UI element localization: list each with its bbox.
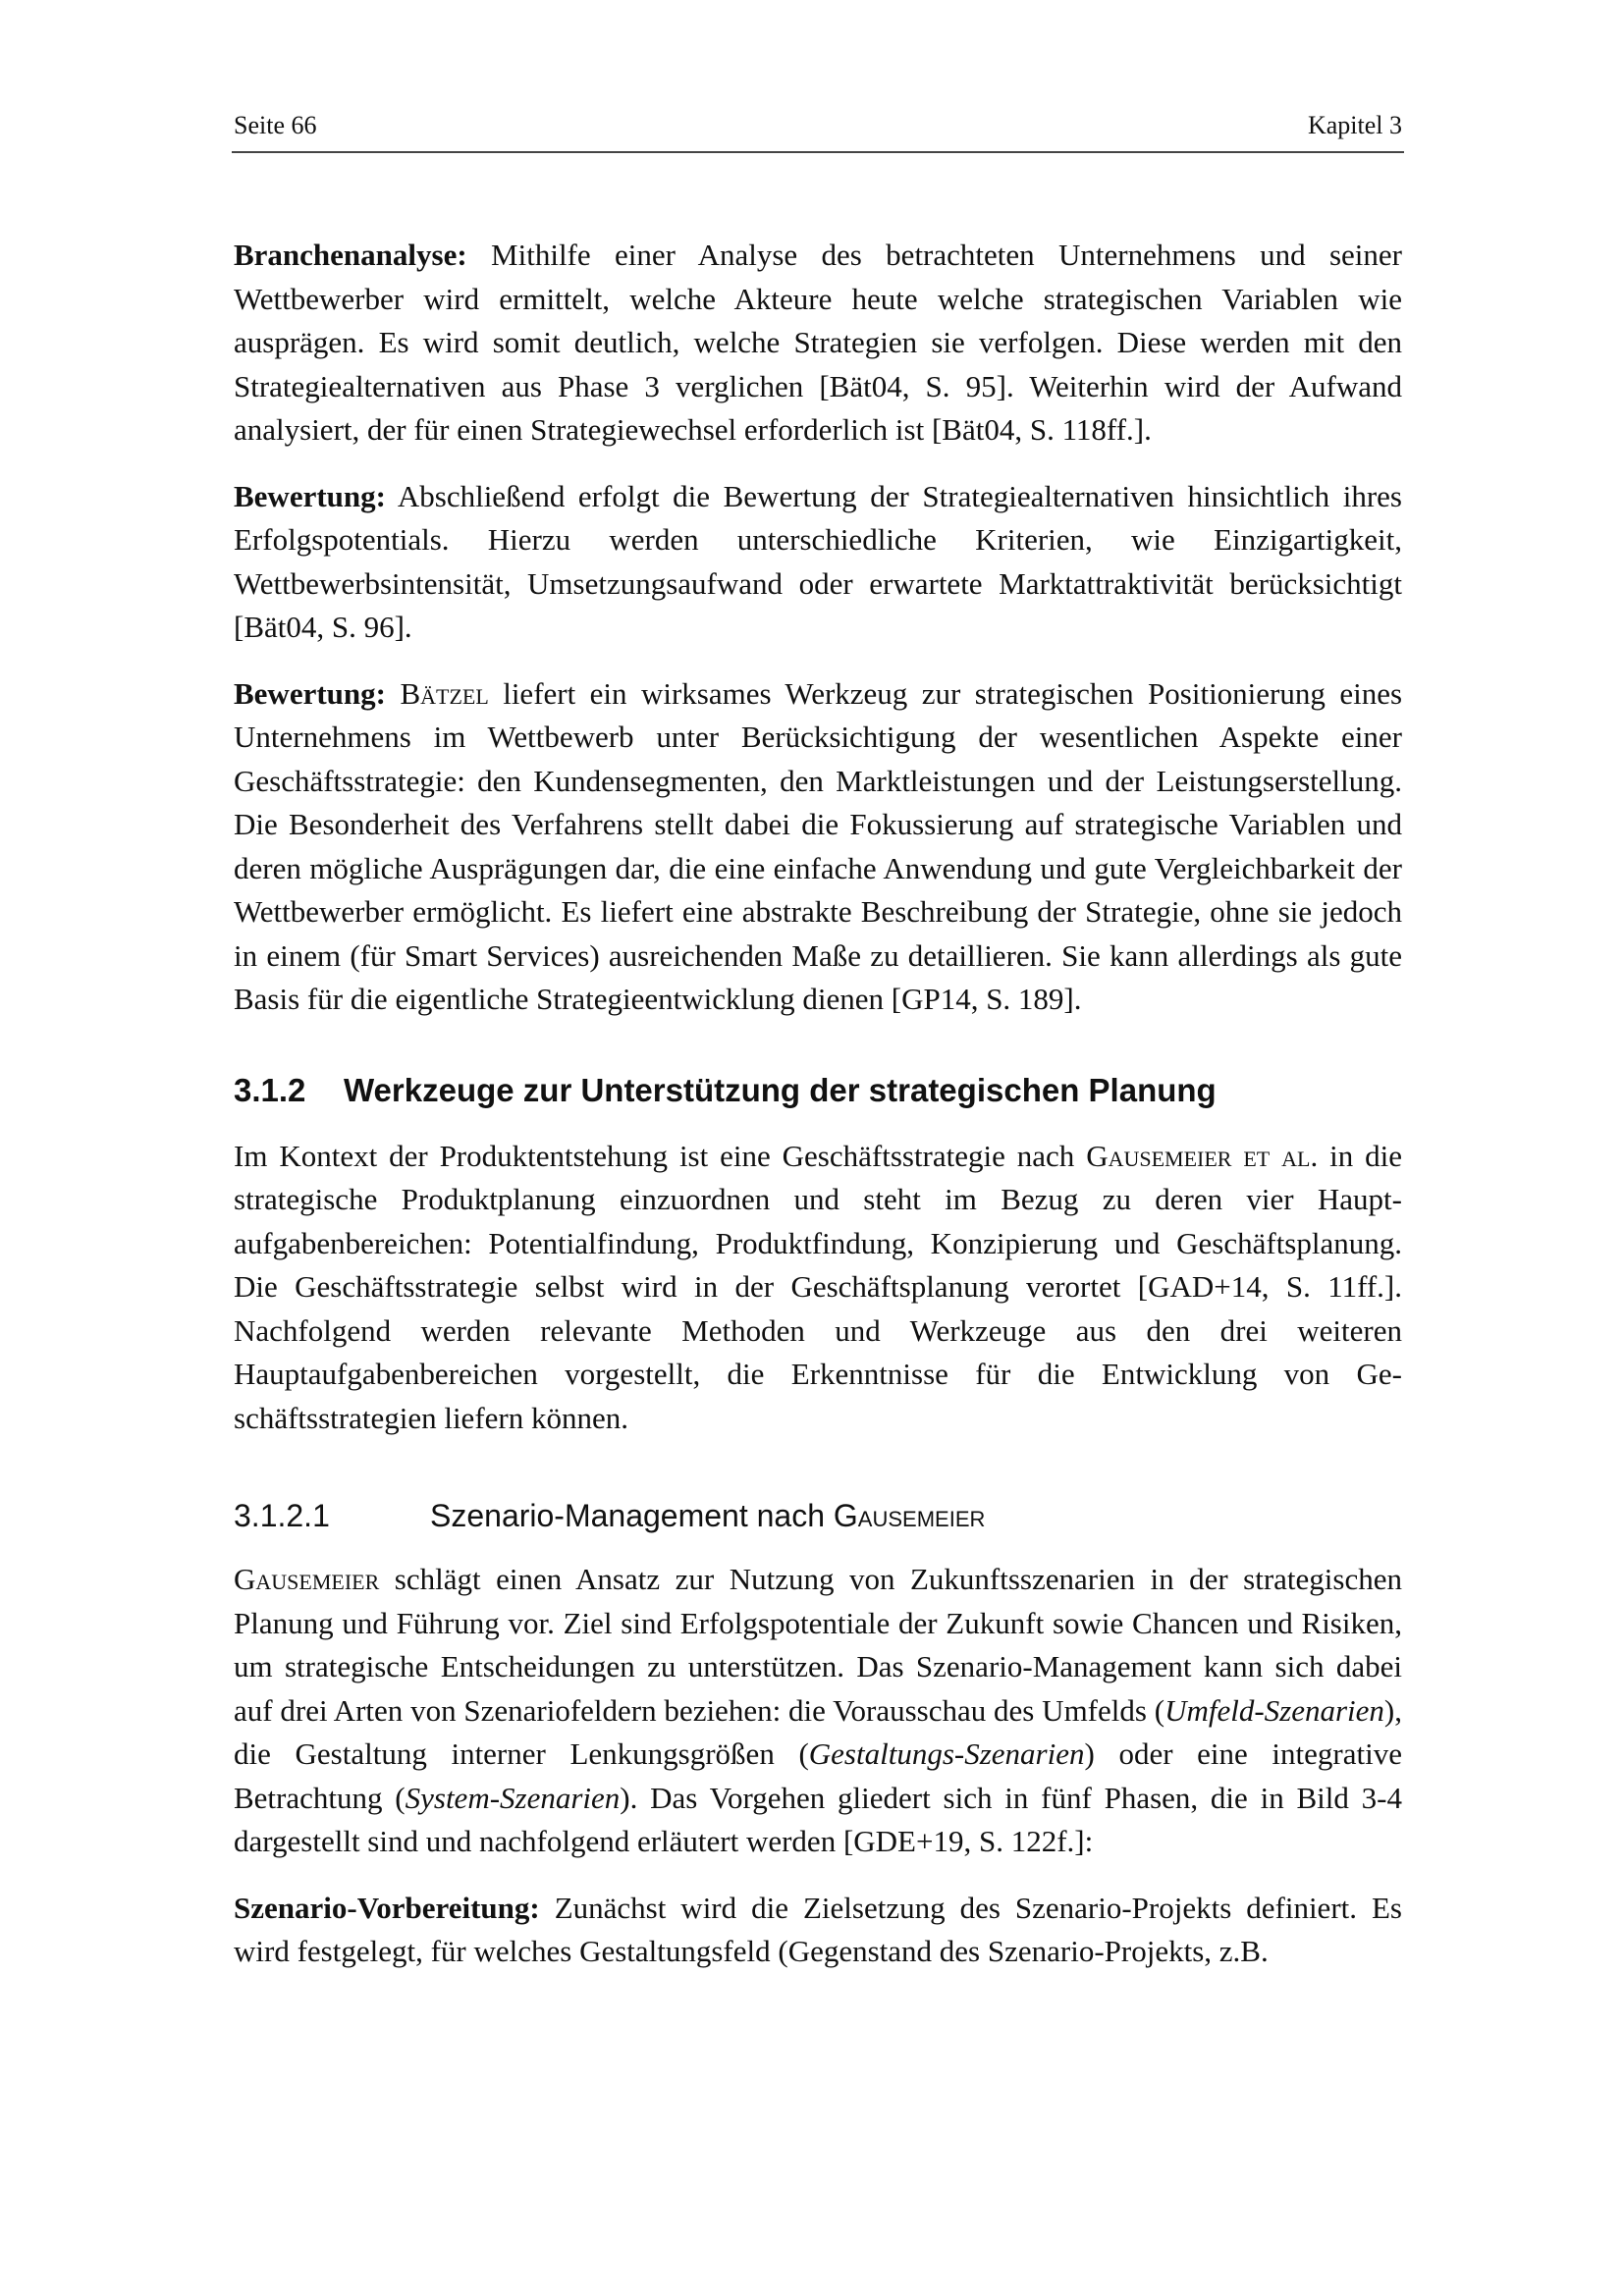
section-heading bbox=[234, 1070, 1402, 1111]
paragraph-text: Im Kontext der Produktentstehung ist eine Geschäftsstrategie nach bbox=[234, 1138, 1087, 1173]
subsection-title bbox=[430, 1495, 985, 1536]
subsection-title-text: Szenario-Management nach bbox=[430, 1498, 834, 1533]
paragraph-label: Bewertung: bbox=[234, 675, 386, 711]
page-body bbox=[234, 234, 1402, 1974]
subsection-title-author: Gausemeier bbox=[833, 1498, 986, 1533]
paragraph-text: Abschließend erfolgt die Bewertung der Strategiealternativen hinsichtlich ihres Erfolgspotentials. Hierzu werden unterschiedliche Kriterien, wie Einzigartigkeit, Wettbewerbsintensität, Umsetzungsaufwand oder erwartete Marktattraktivität berücksichtigt [Bät04, S. 96]. bbox=[234, 478, 1402, 644]
italic-term: System-Szenarien bbox=[405, 1780, 621, 1815]
paragraph-label: Branchenanalyse: bbox=[234, 238, 467, 272]
page-header bbox=[232, 110, 1404, 153]
paragraph-branchenanalyse bbox=[234, 234, 1402, 453]
paragraph-text: Zunächst wird die Zielsetzung des Szenario-Projekts definiert. Es wird festgelegt, für welches Gestaltungsfeld (Gegenstand des Szenario-Projekts, z.B. bbox=[234, 1890, 1402, 1968]
paragraph-text: liefert ein wirksames Werkzeug zur strategischen Positionierung eines Unternehmens im Wettbewerb unter Berücksichtigung der wesentlichen Aspekte einer Geschäftsstrategie: den Kundensegmenten, den Marktleistungen und der Leistungserstellung. Die Besonderheit des Verfahrens stellt dabei die Fokussierung auf strategische Variablen und deren mögliche Ausprägungen dar, die eine einfache Anwendung und gute Vergleichbarkeit der Wettbewerber ermöglicht. Es liefert eine abstrakte Beschreibung der Strategie, ohne sie jedoch in einem (für Smart Services) ausreichenden Maße zu detaillieren. Sie kann allerdings als gute Basis für die eigentliche Strategieentwicklung dienen [GP14, S. 189]. bbox=[234, 675, 1403, 1016]
paragraph-text: in die strategische Produktplanung einzuordnen und steht im Bezug zu deren vier Hauptaufgabenbereichen: Potentialfindung, Produktfindung, Konzipierung und Geschäftsplanung. Die Geschäftsstrategie selbst wird in der Geschäftsplanung verortet [GAD+14, S. 11ff.]. Nachfolgend werden relevante Methoden und Werkzeuge aus den drei weiteren Hauptaufgabenbereichen vorgestellt, die Erkenntnisse für die Entwicklung von Geschäftsstrategien liefern können. bbox=[234, 1138, 1402, 1435]
subsection-heading bbox=[234, 1495, 1402, 1536]
page-number: Seite 66 bbox=[234, 111, 317, 139]
paragraph-text: ). Das Vorgehen gliedert sich in fünf Phasen, die in Bild 3-4 dargestellt sind und nachfolgend erläutert werden [GDE+19, S. 122f.]: bbox=[234, 1780, 1403, 1858]
paragraph-text: schlägt einen Ansatz zur Nutzung von Zukunftsszenarien in der strategischen Planung und Führung vor. Ziel sind Erfolgspotentiale der Zukunft sowie Chancen und Risiken, um strategische Entscheidungen zu unterstützen. Das Szenario-Management kann sich dabei auf drei Arten von Szenariofeldern beziehen: die Vorausschau des Umfelds ( bbox=[234, 1562, 1402, 1728]
section-title: Werkzeuge zur Unterstützung der strategischen Planung bbox=[344, 1071, 1217, 1108]
author-name: Bätzel bbox=[400, 675, 489, 711]
chapter-label: Kapitel 3 bbox=[1307, 111, 1402, 139]
paragraph-label: Bewertung: bbox=[234, 478, 386, 513]
paragraph-bewertung-1 bbox=[234, 475, 1402, 650]
paragraph-text: ), die Gestaltung interner Lenkungsgrößen ( bbox=[234, 1692, 1402, 1771]
subsection-number: 3.1.2.1 bbox=[234, 1498, 330, 1533]
italic-term: Umfeld-Szenarien bbox=[1164, 1692, 1384, 1728]
paragraph-text: Mithilfe einer Analyse des betrachteten Unternehmens und seiner Wettbewerber wird ermittelt, welche Akteure heute welche strategischen Variablen wie ausprägen. Es wird somit deutlich, welche Strategien sie verfolgen. Diese werden mit den Strategiealternativen aus Phase 3 verglichen [Bät04, S. 95]. Weiterhin wird der Aufwand analysiert, der für einen Strategiewechsel erforderlich ist [Bät04, S. 118ff.]. bbox=[234, 238, 1402, 447]
paragraph-szenario bbox=[234, 1558, 1402, 1864]
paragraph-label: Szenario-Vorbereitung: bbox=[234, 1890, 540, 1925]
italic-term: Gestaltungs-Szenarien bbox=[808, 1736, 1085, 1771]
paragraph-kontext bbox=[234, 1135, 1402, 1441]
paragraph-bewertung-2 bbox=[234, 672, 1402, 1022]
author-name: Gausemeier et al. bbox=[1086, 1138, 1319, 1173]
section-number: 3.1.2 bbox=[234, 1071, 306, 1108]
paragraph-szenario-vorbereitung bbox=[234, 1887, 1402, 1974]
paragraph-text: ) oder eine integrative Betrachtung ( bbox=[234, 1736, 1402, 1815]
author-name: Gausemeier bbox=[234, 1562, 380, 1596]
